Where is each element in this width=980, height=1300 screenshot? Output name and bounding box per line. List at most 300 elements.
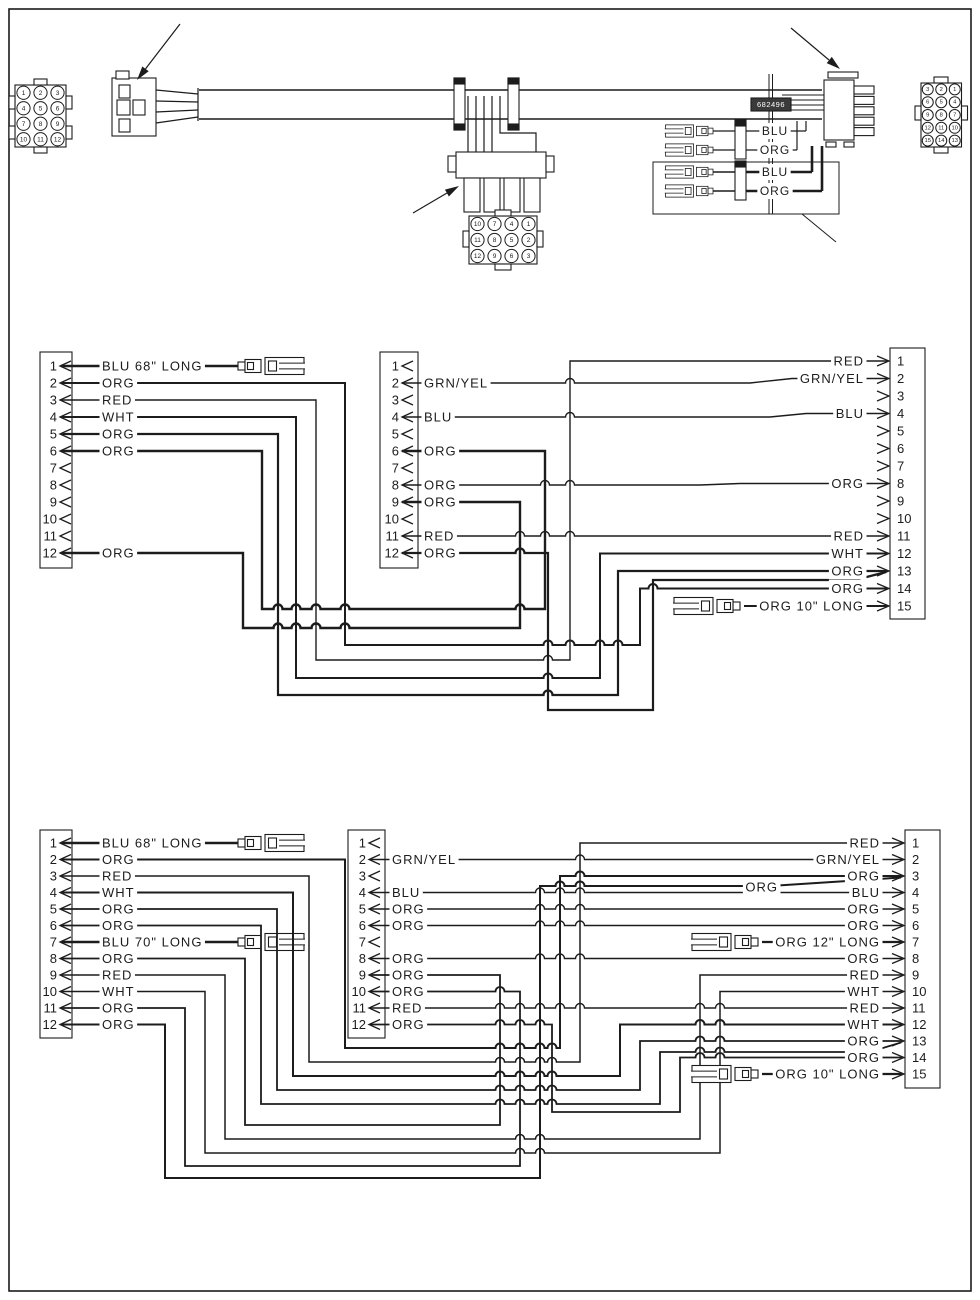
- wire-l-r7-terminal-icon: [691, 934, 759, 951]
- terminal-slot: [664, 148, 683, 152]
- connector-a-housing: [112, 71, 198, 136]
- lower-left-pin-4-wire-label: WHT: [102, 885, 135, 900]
- lower-left-connector-pin-8-number: 8: [49, 951, 57, 966]
- connector-b-face: [463, 210, 543, 270]
- upper-middle-connector-pin-7-number: 7: [391, 460, 399, 476]
- upper-left-connector-pin-9-number: 9: [49, 494, 57, 510]
- upper-right-connector-pin-9-chevron-icon: [877, 496, 889, 506]
- upper-middle-connector-pin-2-number: 2: [391, 375, 399, 391]
- lower-middle-connector-pin-6-number: 6: [358, 918, 366, 933]
- connector-c-face-pin-7-number: 7: [953, 112, 957, 119]
- upper-left-connector-pin-2-number: 2: [49, 375, 57, 391]
- lower-right-pin-4-wire-label: BLU: [851, 885, 880, 900]
- terminal-fork-detail: [685, 127, 691, 134]
- lower-right-pin-10-wire-label: WHT: [847, 984, 880, 999]
- terminal-stub: [751, 938, 758, 946]
- connector-b-face-pin-9-number: 9: [492, 253, 497, 260]
- lower-right-pin-11-wire-label: RED: [849, 1000, 880, 1016]
- upper-right-connector-pin-3-chevron-icon: [877, 391, 889, 401]
- terminal-fork-detail: [269, 937, 277, 947]
- lower-right-pin-5-wire-label: ORG: [847, 901, 880, 917]
- upper-middle-pin-9-wire-label: ORG: [424, 494, 457, 510]
- lower-middle-connector-pin-5-number: 5: [358, 901, 366, 917]
- connector-c-face-tab: [915, 106, 921, 120]
- lower-left-connector-pin-11-number: 11: [43, 1000, 57, 1016]
- leader-arrowhead-icon: [445, 186, 459, 197]
- wire-l-l1-terminal-icon: [238, 835, 306, 852]
- lower-middle-connector-pin-2-number: 2: [358, 852, 366, 867]
- housing-terminal: [854, 96, 874, 104]
- terminal-stub: [238, 839, 245, 847]
- connector-c-face-pin-15-number: 15: [924, 138, 931, 145]
- connector-b-face-tab: [495, 264, 511, 270]
- upper-left-connector-pin-10-number: 10: [42, 511, 57, 527]
- wire-u-l5-r13: [61, 434, 887, 695]
- lower-middle-connector-pin-1-number: 1: [358, 835, 366, 851]
- connector-c-face: [915, 77, 968, 153]
- upper-middle-pin-6-wire-label: ORG: [424, 443, 457, 459]
- upper-middle-pin-4-wire-label: BLU: [424, 409, 453, 425]
- terminal-stub: [708, 147, 713, 153]
- lower-right-connector-pin-1-number: 1: [912, 835, 920, 851]
- connector-c-face-pin-9-number: 9: [926, 112, 930, 119]
- lower-right-connector-pin-14-number: 14: [912, 1050, 927, 1065]
- lower-right-pin-12-wire-label: WHT: [847, 1017, 880, 1032]
- lower-right-pin-1-wire-label: RED: [849, 835, 880, 851]
- terminal-slot: [691, 1071, 718, 1077]
- wire-l-r15-terminal-icon: [691, 1066, 759, 1083]
- lower-right-pin-9-wire-label: RED: [849, 967, 880, 983]
- wire-u-r15-terminal-icon: [673, 598, 741, 615]
- connector-b-face-pin-8-number: 8: [492, 237, 497, 244]
- connector-b-face-tab: [495, 210, 511, 216]
- housing-terminal: [854, 117, 874, 125]
- upper-right-connector-pin-6-number: 6: [897, 441, 905, 456]
- upper-right-connector-pin-2-number: 2: [897, 371, 905, 386]
- upper-left-pin-1-wire-label: BLU 68" LONG: [102, 358, 203, 374]
- upper-right-pin-12-wire-label: WHT: [831, 546, 864, 561]
- upper-left-connector-pin-7-number: 7: [49, 460, 57, 476]
- lower-middle-connector-pin-12-number: 12: [351, 1017, 366, 1032]
- lower-right-connector-pin-9-number: 9: [912, 967, 920, 983]
- lower-left-pin-7-wire-label: BLU 70" LONG: [102, 934, 203, 950]
- splice-block: [735, 123, 746, 159]
- lower-middle-pin-9-wire-label: ORG: [392, 967, 425, 983]
- wire-l-m6-r6: [370, 921, 902, 926]
- lower-wiring-diagram: [40, 830, 940, 1178]
- terminal-slot: [673, 603, 700, 609]
- upper-middle-connector-pin-5-number: 5: [391, 426, 399, 442]
- splice-cap: [735, 120, 746, 126]
- upper-right-connector-pin-8-number: 8: [897, 476, 905, 491]
- connector-a-face-pin-10-number: 10: [19, 136, 28, 144]
- lower-left-connector-pin-4-number: 4: [49, 885, 57, 900]
- housing-terminal: [854, 107, 874, 115]
- cable-clamp-cap: [454, 78, 465, 84]
- upper-right-connector-pin-3-number: 3: [897, 388, 905, 404]
- lower-right-connector-pin-12-number: 12: [912, 1017, 927, 1032]
- upper-right-pin-2-wire-label: GRN/YEL: [799, 371, 864, 386]
- connector-c-face-pin-2-number: 2: [939, 86, 943, 93]
- connector-c-face-pin-8-number: 8: [939, 112, 943, 119]
- connector-a-face-pin-5-number: 5: [38, 105, 43, 113]
- lower-right-connector-pin-4-number: 4: [912, 885, 920, 900]
- connector-b-face-pin-11-number: 11: [474, 237, 481, 244]
- lower-right-connector-pin-5-number: 5: [912, 901, 920, 917]
- wire-l-m5-r5: [370, 905, 902, 910]
- housing-wire: [156, 117, 198, 123]
- lower-right-pin-15-wire-label: ORG 10" LONG: [775, 1066, 880, 1082]
- terminal-fork-detail: [685, 187, 691, 194]
- housing-bracket: [828, 72, 858, 78]
- breakout-2-terminal-icon: [664, 185, 713, 197]
- lower-left-connector-pin-10-number: 10: [42, 984, 57, 999]
- upper-wires: [61, 358, 887, 711]
- wire-u-m4-r4: [402, 413, 887, 418]
- terminal-barrel-detail: [248, 363, 254, 370]
- lower-middle-connector-pin-3-number: 3: [358, 868, 366, 884]
- upper-right-connector-pin-7-chevron-icon: [877, 461, 889, 471]
- connector-b-face-pin-6-number: 6: [509, 253, 514, 260]
- lower-left-connector-pin-12-number: 12: [42, 1017, 57, 1032]
- housing-terminal: [854, 128, 874, 136]
- lower-left-pin-10-wire-label: WHT: [102, 984, 135, 999]
- lower-right-connector-pin-8-number: 8: [912, 951, 920, 966]
- cable-clamp-cap: [508, 124, 519, 130]
- connector-a-face-tab: [9, 96, 15, 109]
- upper-middle-connector-pin-3-number: 3: [391, 392, 399, 408]
- upper-middle-pin-12-wire-label: ORG: [424, 545, 457, 561]
- connector-b-latch: [546, 156, 554, 172]
- connector-b-terminal-leg: [464, 178, 480, 212]
- connector-c-face-tab: [934, 147, 948, 153]
- housing-latch: [116, 71, 129, 79]
- terminal-stub: [238, 362, 245, 370]
- terminal-barrel-detail: [725, 603, 731, 610]
- leader-line: [413, 193, 447, 213]
- terminal-fork-detail: [720, 1069, 728, 1079]
- connector-b-terminal-leg: [484, 178, 500, 212]
- upper-left-connector-pin-5-number: 5: [49, 426, 57, 442]
- upper-left-pin-2-wire-label: ORG: [102, 375, 135, 391]
- housing-body: [824, 80, 854, 140]
- housing-foot: [826, 142, 836, 147]
- lower-right-connector-pin-10-number: 10: [912, 984, 927, 999]
- lower-right-connector-pin-11-number: 11: [912, 1000, 926, 1016]
- terminal-barrel-detail: [248, 939, 254, 946]
- wire-u-l1-terminal-icon: [238, 358, 306, 375]
- housing-window: [117, 100, 130, 115]
- upper-middle-connector-pin-6-number: 6: [391, 443, 399, 459]
- upper-middle-connector-pin-9-number: 9: [391, 494, 399, 510]
- terminal-barrel-detail: [248, 840, 254, 847]
- lower-right-connector-pin-3-number: 3: [912, 868, 920, 884]
- upper-right-connector-pin-14-number: 14: [897, 581, 912, 596]
- connector-a-face-pin-6-number: 6: [55, 105, 60, 113]
- cable-clamp-cap: [508, 78, 519, 84]
- upper-right-connector-pin-12-number: 12: [897, 546, 912, 561]
- terminal-stub: [708, 128, 713, 134]
- terminal-slot: [279, 840, 306, 846]
- terminal-slot: [664, 129, 683, 133]
- terminal-slot: [664, 189, 683, 193]
- cable-clamp: [508, 78, 519, 130]
- housing-foot: [844, 142, 854, 147]
- cable-clamp: [454, 78, 465, 130]
- upper-middle-connector-pin-1-number: 1: [391, 358, 399, 374]
- upper-right-connector-pin-6-chevron-icon: [877, 444, 889, 454]
- connector-a-face-pin-7-number: 7: [21, 120, 26, 128]
- housing-wire: [156, 110, 198, 112]
- upper-left-connector-pin-1-number: 1: [49, 358, 57, 374]
- upper-left-connector-pin-11-number: 11: [43, 528, 57, 544]
- housing-window: [133, 100, 145, 115]
- housing-wire: [156, 90, 198, 94]
- upper-left-pin-3-wire-label: RED: [102, 392, 133, 408]
- upper-middle-connector-pin-12-number: 12: [384, 545, 399, 561]
- upper-left-connector-pin-4-number: 4: [49, 409, 57, 425]
- wire-l-m8-r8: [370, 954, 902, 959]
- leader-line: [791, 28, 829, 60]
- terminal-slot: [279, 363, 306, 369]
- lower-middle-pin-12-wire-label: ORG: [392, 1017, 425, 1032]
- connector-b-face-pin-10-number: 10: [473, 221, 482, 228]
- lower-left-connector-pin-9-number: 9: [49, 967, 57, 983]
- lower-right-pin-2-wire-label: GRN/YEL: [815, 852, 880, 867]
- lower-left-connector-pin-3-number: 3: [49, 868, 57, 884]
- upper-right-connector-pin-11-number: 11: [897, 528, 911, 544]
- upper-right-connector-pin-13-number: 13: [897, 563, 912, 579]
- lower-middle-pin-6-wire-label: ORG: [392, 918, 425, 933]
- lower-left-connector-pin-2-number: 2: [49, 852, 57, 867]
- terminal-barrel-detail: [702, 128, 706, 133]
- upper-right-pin-11-wire-label: RED: [833, 528, 864, 544]
- lower-middle-connector-pin-11-number: 11: [352, 1000, 366, 1016]
- connector-b-face-pin-1-number: 1: [526, 221, 531, 228]
- lower-right-connector-pin-6-number: 6: [912, 918, 920, 933]
- terminal-fork-detail: [720, 937, 728, 947]
- lower-middle-connector: [348, 830, 385, 1038]
- connector-b-face-pin-12-number: 12: [473, 253, 482, 260]
- lower-left-connector-pin-7-number: 7: [49, 934, 57, 950]
- lower-right-pin-6-wire-label: ORG: [847, 918, 880, 933]
- lower-left-connector: [40, 830, 72, 1038]
- lower-right-pin-8-wire-label: ORG: [847, 951, 880, 966]
- wire-u-m8-r8: [402, 481, 887, 486]
- terminal-barrel-detail: [743, 1071, 749, 1078]
- connector-a-face: [9, 79, 72, 153]
- lower-left-pin-3-wire-label: RED: [102, 868, 133, 884]
- upper-right-pin-1-wire-label: RED: [833, 353, 864, 369]
- wire-u-l3-r1: [61, 358, 887, 660]
- lower-left-pin-9-wire-label: RED: [102, 967, 133, 983]
- upper-left-pin-5-wire-label: ORG: [102, 426, 135, 442]
- terminal-stub: [708, 169, 713, 175]
- connector-c-face-pin-1-number: 1: [953, 86, 957, 93]
- connector-c-face-pin-12-number: 12: [924, 125, 931, 132]
- connector-a-face-pin-4-number: 4: [21, 105, 26, 113]
- connector-b-face-pin-7-number: 7: [492, 221, 497, 228]
- terminal-fork-detail: [685, 146, 691, 153]
- terminal-fork-detail: [269, 838, 277, 848]
- connector-b-terminal-leg: [524, 178, 540, 212]
- lower-middle-pin-4-wire-label: BLU: [392, 885, 421, 900]
- connector-c-face-tab: [934, 77, 948, 83]
- breakout-2-org-label: ORG: [759, 184, 791, 198]
- lower-middle-connector-pin-4-number: 4: [358, 885, 366, 900]
- terminal-slot: [691, 939, 718, 945]
- connector-a-face-pin-8-number: 8: [38, 120, 43, 128]
- connector-c-face-pin-5-number: 5: [939, 99, 943, 106]
- breakout-1-org-label: ORG: [759, 143, 791, 157]
- upper-right-connector-pin-15-number: 15: [897, 598, 912, 614]
- terminal-stub: [751, 1070, 758, 1078]
- lower-right-pin-3-wire-label: ORG: [847, 868, 880, 884]
- housing-terminal: [854, 86, 874, 94]
- upper-right-connector-pin-10-chevron-icon: [877, 514, 889, 524]
- connector-b-face-pin-5-number: 5: [509, 237, 514, 244]
- lower-middle-connector-pin-8-number: 8: [358, 951, 366, 966]
- upper-left-connector-pin-12-number: 12: [42, 545, 57, 561]
- lower-left-pin-8-wire-label: ORG: [102, 951, 135, 966]
- lower-middle-pin-5-wire-label: ORG: [392, 901, 425, 917]
- terminal-stub: [733, 602, 740, 610]
- cable-clamp-cap: [454, 124, 465, 130]
- upper-left-connector-pin-8-number: 8: [49, 477, 57, 493]
- terminal-barrel-detail: [743, 939, 749, 946]
- upper-left-connector-pin-3-number: 3: [49, 392, 57, 408]
- connector-c-face-pin-6-number: 6: [926, 99, 930, 106]
- upper-right-pin-13-wire-label: ORG: [831, 563, 864, 579]
- leader-arrowhead-icon: [827, 57, 840, 69]
- upper-right-connector-pin-5-chevron-icon: [877, 426, 889, 436]
- wire-u-m12-r13: [402, 549, 886, 711]
- terminal-slot: [664, 170, 683, 174]
- housing-wire: [156, 101, 198, 102]
- connector-a-face-pin-1-number: 1: [21, 89, 26, 97]
- lower-middle-connector-pin-9-number: 9: [358, 967, 366, 983]
- upper-middle-pin-11-wire-label: RED: [424, 528, 455, 544]
- upper-right-pin-15-wire-label: ORG 10" LONG: [759, 598, 864, 614]
- lower-left-connector-pin-1-number: 1: [49, 835, 57, 851]
- upper-right-connector-pin-10-number: 10: [897, 511, 912, 526]
- dashed-leader-line: [802, 214, 836, 242]
- lower-right-pin-14-wire-label: ORG: [847, 1050, 880, 1065]
- breakout-1-terminal-icon: [664, 125, 713, 137]
- lower-middle-pin-2-wire-label: GRN/YEL: [392, 852, 457, 867]
- connector-b-face-pin-4-number: 4: [509, 221, 514, 228]
- wire-l-l7-terminal-icon: [238, 934, 306, 951]
- connector-c-face-pin-13-number: 13: [951, 138, 958, 145]
- connector-c-face-tab: [962, 106, 968, 120]
- connector-a-face-pin-9-number: 9: [55, 120, 60, 128]
- cable-label-text: 682496: [756, 100, 786, 109]
- wire-l-m11-r11: [370, 1004, 902, 1009]
- terminal-stub: [708, 188, 713, 194]
- connector-a-face-tab: [9, 126, 15, 139]
- lower-middle-connector-pin-7-number: 7: [358, 934, 366, 950]
- lower-left-pin-11-wire-label: ORG: [102, 1000, 135, 1016]
- upper-right-pin-4-wire-label: BLU: [835, 406, 864, 421]
- splice-block: [735, 164, 746, 200]
- lower-left-pin-6-wire-label: ORG: [102, 918, 135, 933]
- wire-u-l6-m6: [61, 451, 545, 609]
- connector-c-face-pin-10-number: 10: [951, 125, 958, 132]
- upper-middle-pin-8-wire-label: ORG: [424, 477, 457, 493]
- upper-right-connector-pin-1-number: 1: [897, 353, 905, 369]
- lower-middle-connector-pin-10-number: 10: [351, 984, 366, 999]
- connector-a-face-tab: [34, 79, 47, 85]
- breakout-1-blu-label: BLU: [761, 124, 789, 138]
- leader-line: [146, 24, 181, 69]
- connector-c-housing: [782, 72, 874, 147]
- upper-middle-connector-pin-8-number: 8: [391, 477, 399, 493]
- lower-left-pin-5-wire-label: ORG: [102, 901, 135, 917]
- upper-right-pin-14-wire-label: ORG: [831, 581, 864, 596]
- lower-right-connector-pin-13-number: 13: [912, 1033, 927, 1049]
- upper-left-pin-12-wire-label: ORG: [102, 545, 135, 561]
- harness-illustration: [9, 24, 968, 270]
- connector-b-terminal-leg: [504, 178, 520, 212]
- lower-right-connector-pin-7-number: 7: [912, 934, 920, 950]
- connector-c-face-pin-11-number: 11: [938, 125, 945, 132]
- terminal-fork-detail: [269, 361, 277, 371]
- breakout-2-blu-label: BLU: [761, 165, 789, 179]
- lower-left-pin-12-wire-label: ORG: [102, 1017, 135, 1032]
- lower-right-connector-pin-15-number: 15: [912, 1066, 927, 1082]
- connector-a-face-tab: [66, 96, 72, 109]
- connector-a-face-pin-12-number: 12: [53, 136, 62, 144]
- lower-left-pin-2-wire-label: ORG: [102, 852, 135, 867]
- lower-right-connector-pin-2-number: 2: [912, 852, 920, 867]
- terminal-stub: [238, 938, 245, 946]
- lower-left-pin-1-wire-label: BLU 68" LONG: [102, 835, 203, 851]
- upper-right-connector-pin-5-number: 5: [897, 423, 905, 439]
- connector-a-face-tab: [66, 126, 72, 139]
- lower-right-pin-13-wire-label: ORG: [847, 1033, 880, 1049]
- cable-branch: [448, 78, 554, 212]
- wire-u-l4-r12: [61, 417, 887, 678]
- connector-a-face-pin-2-number: 2: [38, 89, 43, 97]
- breakout-1-terminal-icon: [664, 144, 713, 156]
- splice-cap: [735, 161, 746, 167]
- connector-a-face-pin-3-number: 3: [55, 89, 60, 97]
- connector-c-face-pin-14-number: 14: [938, 138, 945, 145]
- connector-b-face-pin-2-number: 2: [526, 237, 531, 244]
- upper-right-connector-pin-7-number: 7: [897, 458, 905, 474]
- upper-middle-connector-pin-10-number: 10: [384, 511, 399, 527]
- terminal-fork-detail: [685, 168, 691, 175]
- breakout-2-terminal-icon: [664, 166, 713, 178]
- terminal-barrel-detail: [702, 147, 706, 152]
- connector-b-housing-body: [456, 152, 546, 178]
- lower-left-connector-pin-6-number: 6: [49, 918, 57, 933]
- upper-wiring-diagram: [40, 348, 925, 710]
- upper-right-pin-8-wire-label: ORG: [831, 476, 864, 491]
- lower-middle-pin-10-wire-label: ORG: [392, 984, 425, 999]
- wire-l-l12-r3: [61, 878, 901, 1179]
- connector-b-latch: [448, 156, 456, 172]
- wire-l-m4-r4: [370, 888, 902, 893]
- connector-c-face-pin-3-number: 3: [926, 86, 930, 93]
- upper-left-connector: [40, 352, 72, 568]
- connector-b-face-tab: [463, 231, 469, 247]
- connector-a-face-pin-11-number: 11: [37, 136, 44, 144]
- connector-b-face-tab: [537, 231, 543, 247]
- connector-a-face-tab: [34, 147, 47, 153]
- upper-right-connector-pin-4-number: 4: [897, 406, 905, 421]
- lower-left-connector-pin-5-number: 5: [49, 901, 57, 917]
